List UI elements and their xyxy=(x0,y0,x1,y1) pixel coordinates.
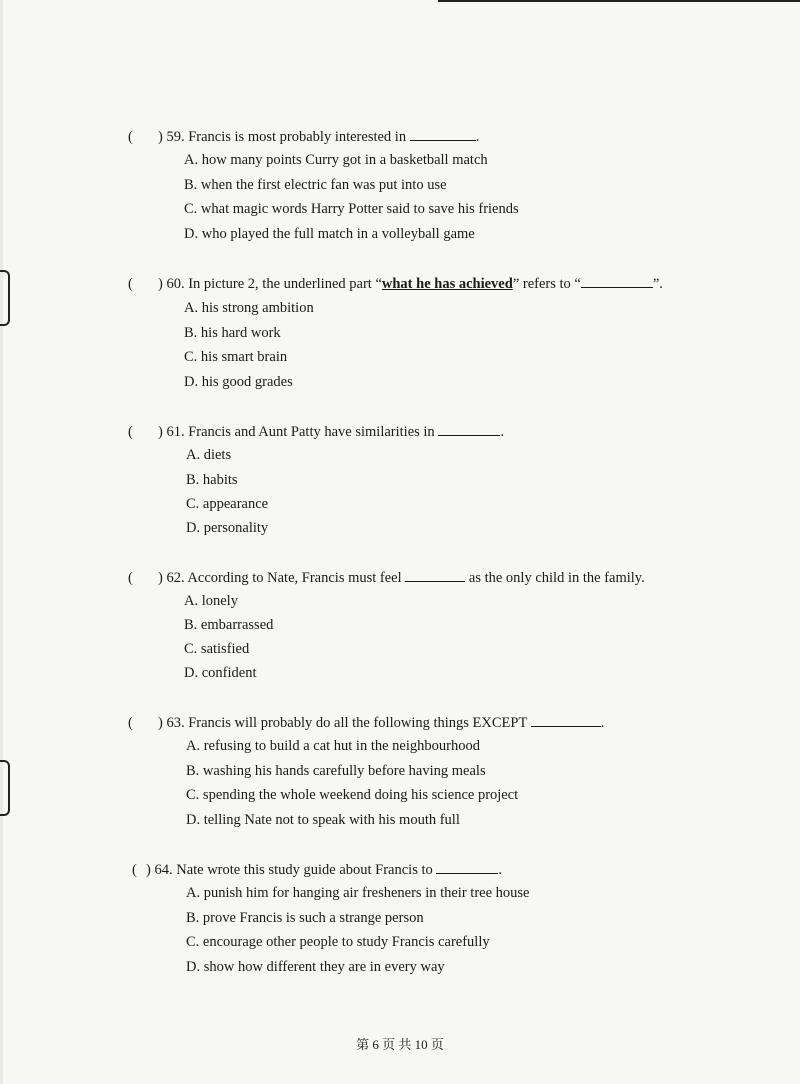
option-63-b: B. washing his hands carefully before having meals xyxy=(186,763,486,779)
question-64: () 64. Nate wrote this study guide about Francis to . xyxy=(132,859,502,880)
option-59-c: C. what magic words Harry Potter said to save his friends xyxy=(184,201,519,217)
option-61-b: B. habits xyxy=(186,472,238,488)
page-number-footer: 第 6 页 共 10 页 xyxy=(356,1037,444,1052)
question-59: () 59. Francis is most probably interested in . xyxy=(128,126,479,147)
option-63-d: D. telling Nate not to speak with his mouth full xyxy=(186,812,460,828)
option-64-d: D. show how different they are in every way xyxy=(186,959,445,975)
option-62-b: B. embarrassed xyxy=(184,617,274,633)
option-61-c: C. appearance xyxy=(186,496,269,512)
binding-mark xyxy=(0,760,10,816)
option-60-d: D. his good grades xyxy=(184,374,293,390)
option-63-c: C. spending the whole weekend doing his science project xyxy=(186,787,519,803)
option-60-c: C. his smart brain xyxy=(184,349,288,365)
option-60-b: B. his hard work xyxy=(184,325,281,341)
option-64-a: A. punish him for hanging air fresheners in their tree house xyxy=(186,885,530,901)
option-64-b: B. prove Francis is such a strange person xyxy=(186,910,424,926)
question-61: () 61. Francis and Aunt Patty have similarities in . xyxy=(128,421,504,442)
option-60-a: A. his strong ambition xyxy=(184,300,314,316)
option-62-d: D. confident xyxy=(184,665,257,681)
option-62-a: A. lonely xyxy=(184,593,238,609)
answer-blank xyxy=(581,273,653,288)
answer-blank xyxy=(405,567,465,582)
option-61-a: A. diets xyxy=(186,447,232,463)
question-63: () 63. Francis will probably do all the following things EXCEPT . xyxy=(128,712,604,733)
binding-mark xyxy=(0,270,10,326)
option-59-a: A. how many points Curry got in a basketball match xyxy=(184,152,488,168)
scan-edge-left xyxy=(0,0,3,1084)
answer-blank xyxy=(436,859,498,874)
answer-blank xyxy=(410,126,476,141)
option-59-d: D. who played the full match in a volleyball game xyxy=(184,226,475,242)
question-62: () 62. According to Nate, Francis must feel as the only child in the family. xyxy=(128,567,645,588)
option-63-a: A. refusing to build a cat hut in the neighbourhood xyxy=(186,738,480,754)
option-62-c: C. satisfied xyxy=(184,641,250,657)
question-60: () 60. In picture 2, the underlined part “what he has achieved” refers to “ ”. xyxy=(128,273,663,294)
option-61-d: D. personality xyxy=(186,520,269,536)
scan-edge-top xyxy=(438,0,800,2)
option-64-c: C. encourage other people to study Francis carefully xyxy=(186,934,490,950)
answer-blank xyxy=(438,421,500,436)
answer-blank xyxy=(531,712,601,727)
underlined-phrase: what he has achieved xyxy=(381,276,513,292)
option-59-b: B. when the first electric fan was put into use xyxy=(184,177,447,193)
